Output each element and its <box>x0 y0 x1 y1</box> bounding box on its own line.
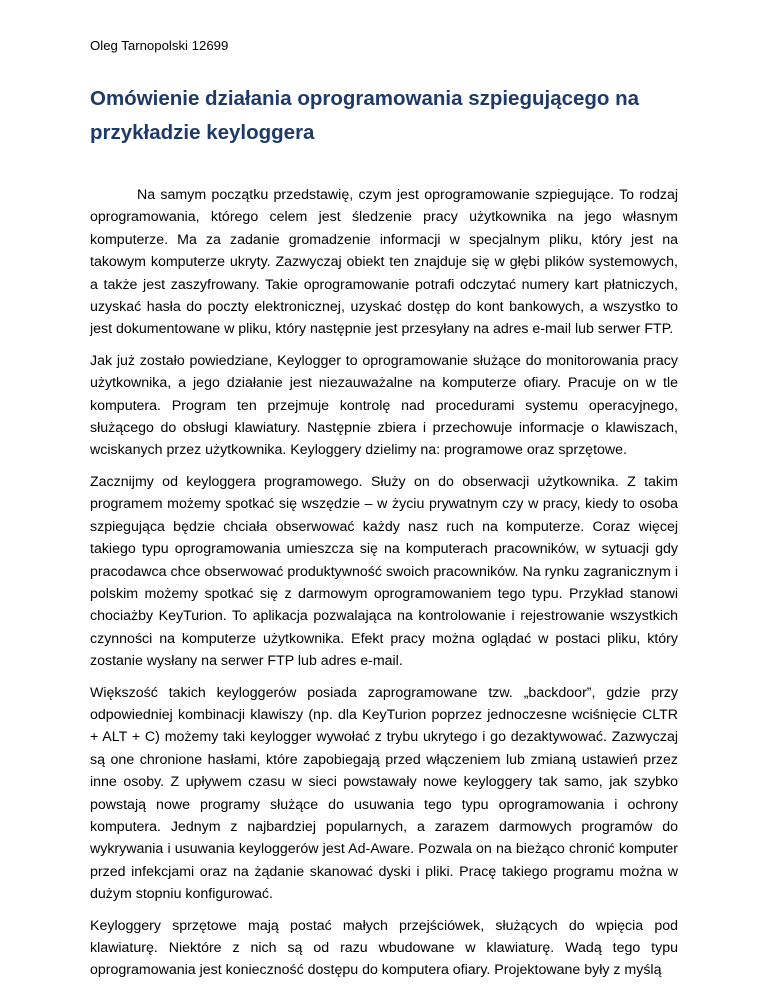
document-body <box>90 184 678 991</box>
page-header: Oleg Tarnopolski 12699 <box>90 38 229 53</box>
paragraph: Większość takich keyloggerów posiada zaprogramowane tzw. „backdoor”, gdzie przy odpowiedniej kombinacji klawiszy (np. dla KeyTurion poprzez jednoczesne wciśnięcie CLTR + ALT + C) możemy taki keylogger wywołać z trybu ukrytego i go dezaktywować. Zazwyczaj są one chronione hasłami, które zapobiegają przed włączeniem lub zmianą ustawień przez inne osoby. Z upływem czasu w sieci powstawały nowe keyloggery tak samo, jak szybko powstają nowe programy służące do usuwania tego typu oprogramowania i ochrony komputera. Jednym z najbardziej popularnych, a zarazem darmowych programów do wykrywania i usuwania keyloggerów jest Ad-Aware. Pozwala on na bieżąco chronić komputer przed infekcjami oraz na żądanie skanować dyski i pliki. Pracę takiego programu można w dużym stopniu konfigurować. <box>90 684 678 903</box>
paragraph: Zacznijmy od keyloggera programowego. Służy on do obserwacji użytkownika. Z takim programem możemy spotkać się wszędzie – w życiu prywatnym czy w pracy, kiedy to osoba szpiegująca będzie chciała obserwować każdy nasz ruch na komputerze. Coraz więcej takiego typu oprogramowania umieszcza się na komputerach pracowników, w sytuacji gdy pracodawca chce obserwować produktywność swoich pracowników. Na rynku zagranicznym i polskim możemy spotkać się z darmowym oprogramowaniem tego typu. Przykład stanowi chociażby KeyTurion. To aplikacja pozwalająca na kontrolowanie i rejestrowanie wszystkich czynności na komputerze użytkownika. Efekt pracy można oglądać w postaci pliku, który zostanie wysłany na serwer FTP lub adres e-mail. <box>90 473 678 670</box>
paragraph: Na samym początku przedstawię, czym jest oprogramowanie szpiegujące. To rodzaj oprogramowania, którego celem jest śledzenie pracy użytkownika na jego własnym komputerze. Ma za zadanie gromadzenie informacji w specjalnym pliku, który jest na takowym komputerze ukryty. Zazwyczaj obiekt ten znajduje się w głębi plików systemowych, a także jest zaszyfrowany. Takie oprogramowanie potrafi odczytać numery kart płatniczych, uzyskać hasła do poczty elektronicznej, uzyskać dostęp do kont bankowych, a wszystko to jest dokumentowane w pliku, który następnie jest przesyłany na adres e-mail lub serwer FTP. <box>90 187 678 338</box>
document-title: Omówienie działania oprogramowania szpiegującego na przykładzie keyloggera <box>90 87 640 144</box>
paragraph: Jak już zostało powiedziane, Keylogger to oprogramowanie służące do monitorowania pracy użytkownika, a jego działanie jest niezauważalne na komputerze ofiary. Pracuje on w tle komputera. Program ten przejmuje kontrolę nad procedurami systemu operacyjnego, służącego do obsługi klawiatury. Następnie zbiera i przechowuje informacje o klawiszach, wciskanych przez użytkownika. Keyloggery dzielimy na: programowe oraz sprzętowe. <box>90 352 678 459</box>
paragraph: Keyloggery sprzętowe mają postać małych przejściówek, służących do wpięcia pod klawiaturę. Niektóre z nich są od razu wbudowane w klawiaturę. Wadą tego typu oprogramowania jest konieczność dostępu do komputera ofiary. Projektowane były z myślą <box>90 917 678 979</box>
